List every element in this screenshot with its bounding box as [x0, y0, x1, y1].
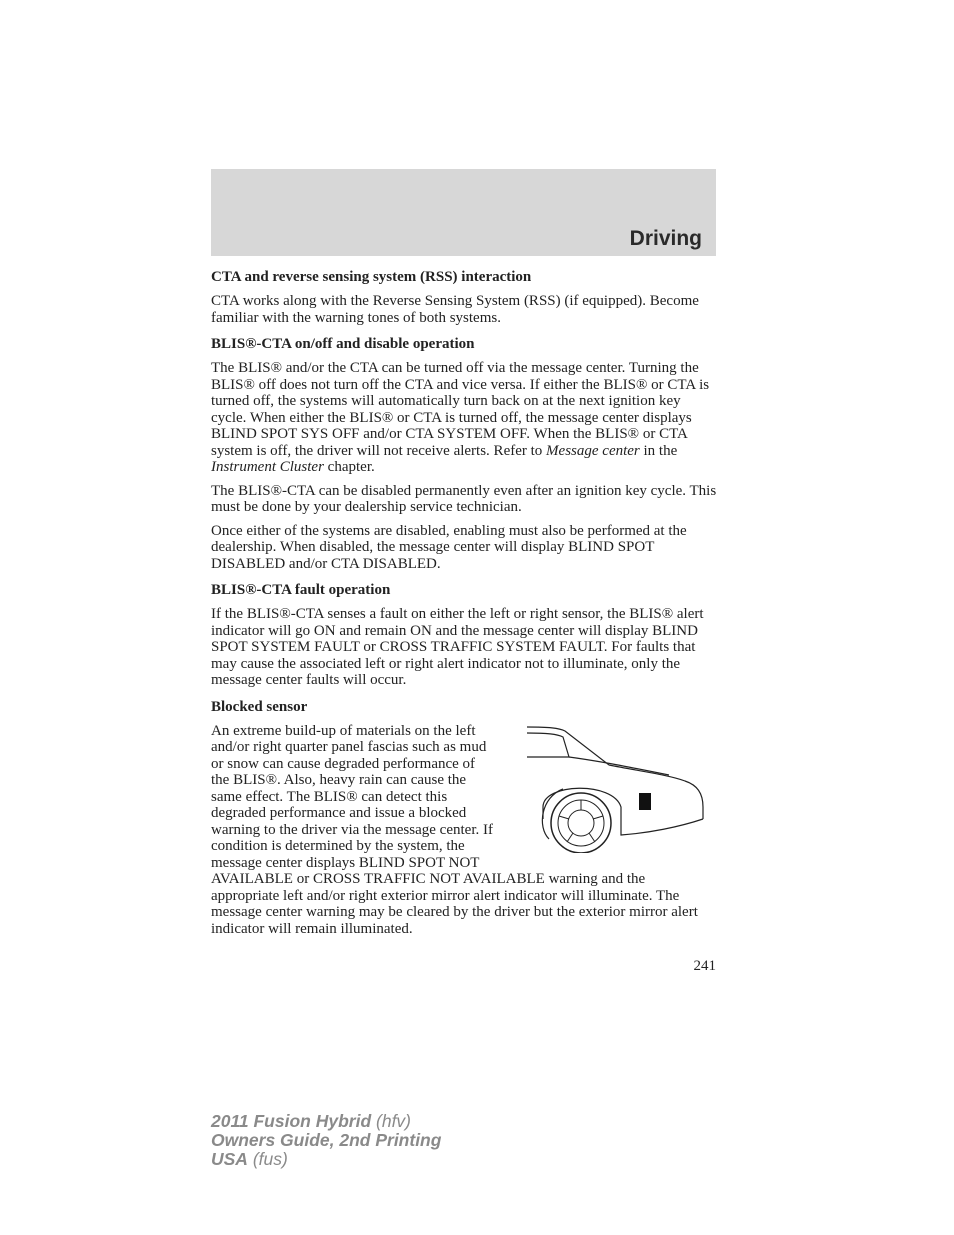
- footer-model-code: (hfv): [371, 1111, 412, 1131]
- paragraph-blis-cta-disable: The BLIS®-CTA can be disabled permanently even after an ignition key cycle. This must be done by your dealership service technician.: [211, 482, 717, 515]
- heading-rss-interaction: CTA and reverse sensing system (RSS) interaction: [211, 269, 532, 285]
- message-center-reference: Message center: [546, 442, 640, 459]
- onoff-text-mid: in the: [639, 442, 678, 459]
- heading-blis-cta-onoff: BLIS®-CTA on/off and disable operation: [211, 336, 475, 352]
- paragraph-rss-interaction: CTA works along with the Reverse Sensing System (RSS) (if equipped). Become familiar with the warning tones of both systems.: [211, 293, 699, 326]
- footer-guide: Owners Guide, 2nd Printing: [211, 1130, 442, 1150]
- footer-line-market: [211, 1150, 441, 1169]
- rear-quarter-panel-sensor-illustration: [519, 723, 719, 853]
- section-header-band: [211, 169, 716, 256]
- paragraph-blocked-sensor: An extreme build-up of materials on the left and/or right quarter panel fascias such as mud or snow can cause degraded performance of the BLIS®. Also, heavy rain can cause the same effect. The BLIS® can detect this degraded performance and issue a blocked warning to the driver via the message center. If condition is determined by the system, the message center displays BLIND SPOT NOT AVAILABLE or CROSS TRAFFIC NOT AVAILABLE warning and the appropriate left and/or right exterior mirror alert indicator will illuminate. The message center warning may be cleared by the driver but the exterior mirror alert indicator will remain illuminated.: [211, 722, 698, 937]
- instrument-cluster-reference: Instrument Cluster: [211, 459, 324, 475]
- onoff-text-end: chapter.: [323, 459, 375, 475]
- footer-market-code: (fus): [247, 1149, 288, 1169]
- paragraph-blis-cta-enable: Once either of the systems are disabled, enabling must also be performed at the dealership. When disabled, the message center will display BLIND SPOT DISABLED and/or CTA DISABLED.: [211, 522, 687, 572]
- document-footer: [211, 1112, 441, 1169]
- paragraph-blis-cta-onoff: [211, 360, 717, 476]
- section-title: Driving: [629, 227, 702, 250]
- footer-line-guide: [211, 1131, 441, 1150]
- footer-model: 2011 Fusion Hybrid: [211, 1111, 372, 1131]
- blis-sensor-location: [639, 793, 651, 810]
- onoff-text-a: The BLIS® and/or the CTA can be turned off via the message center. Turning the BLIS® off does not turn off the CTA and vice versa. If either the BLIS® or CTA is turned off, the systems will automatically turn back on at the next ignition key cycle. When either the BLIS® or CTA is turned off, the message center displays BLIND SPOT SYS OFF and/or CTA SYSTEM OFF. When the BLIS® or CTA system is off, the driver will not receive alerts. Refer to: [211, 360, 710, 459]
- footer-line-model: [211, 1112, 441, 1131]
- page-number: 241: [693, 958, 716, 974]
- paragraph-blis-cta-fault: If the BLIS®-CTA senses a fault on either the left or right sensor, the BLIS® alert indicator will go ON and remain ON and the message center will display BLIND SPOT SYSTEM FAULT or CROSS TRAFFIC SYSTEM FAULT. For faults that may cause the associated left or right alert indicator not to illuminate, only the message center faults will occur.: [211, 606, 704, 688]
- heading-blocked-sensor: Blocked sensor: [211, 698, 308, 715]
- page-content: [211, 266, 717, 944]
- heading-blis-cta-fault: BLIS®-CTA fault operation: [211, 582, 391, 598]
- footer-market: USA: [211, 1149, 248, 1169]
